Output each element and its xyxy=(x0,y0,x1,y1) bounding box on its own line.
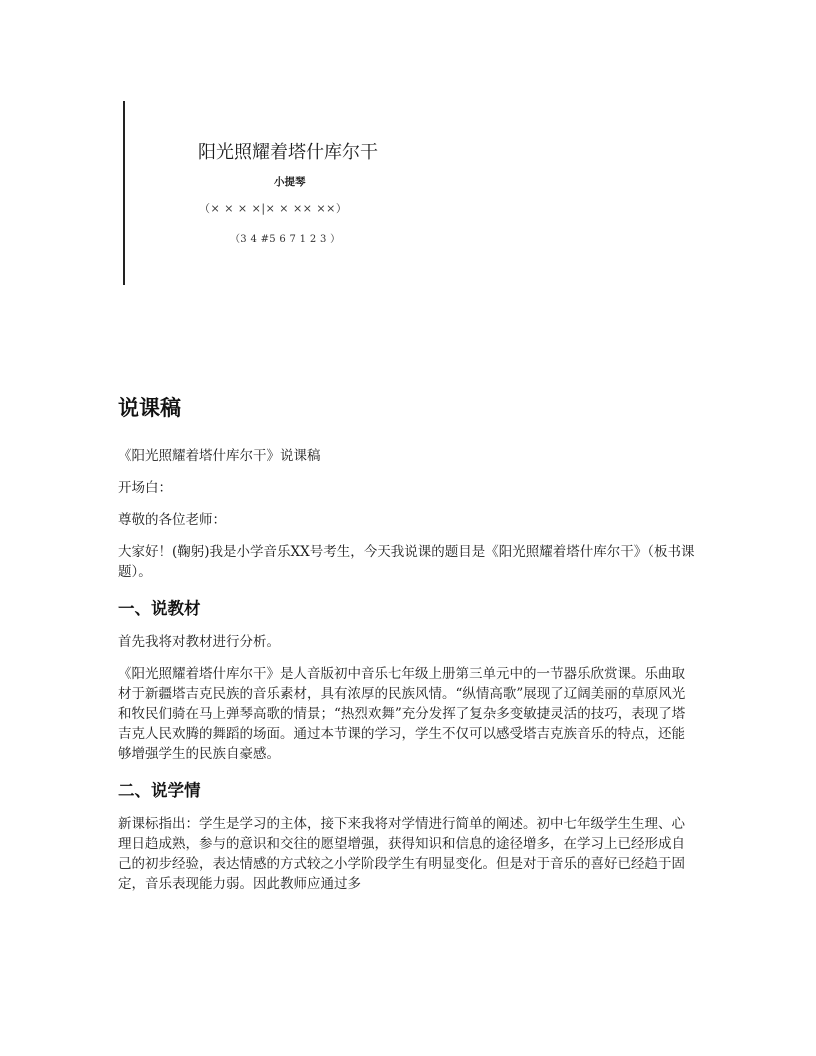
section-paragraph: 首先我将对教材进行分析。 xyxy=(118,634,280,650)
opening-label: 开场白： xyxy=(118,480,172,496)
board-instrument: 小提琴 xyxy=(274,176,306,188)
doc-subtitle: 《阳光照耀着塔什库尔干》说课稿 xyxy=(118,448,321,464)
board-title: 阳光照耀着塔什库尔干 xyxy=(198,142,378,163)
section-paragraph: 《阳光照耀着塔什库尔干》是人音版初中音乐七年级上册第三单元中的一节器乐欣赏课。乐曲取材于新疆塔吉克民族的音乐素材，具有浓厚的民族风情。“纵情高歌”展现了辽阔美丽的草原风光和牧民们骑在马上弹琴高歌的情景；“热烈欢舞”充分发挥了复杂多变敏捷灵活的技巧，表现了塔吉克人民欢腾的舞蹈的场面。通过本节课的学习，学生不仅可以感受塔吉克族音乐的特点，还能够增强学生的民族自豪感。 xyxy=(118,666,686,762)
blackboard-edge xyxy=(123,101,125,285)
greeting: 尊敬的各位老师： xyxy=(118,512,226,528)
document-body xyxy=(118,390,698,894)
section-paragraph: 新课标指出：学生是学习的主体，接下来我将对学情进行简单的阐述。初中七年级学生生理、心理日趋成熟，参与的意识和交往的愿望增强，获得知识和信息的途径增多，在学习上已经形成自己的初步经验，表达情感的方式较之小学阶段学生有明显变化。但是对于音乐的喜好已经趋于固定，音乐表现能力弱。因此教师应通过多 xyxy=(118,816,685,892)
board-rhythm: （× × × ×|× × ×× ××） xyxy=(199,202,348,215)
section-heading: 一、说教材 xyxy=(118,599,201,618)
intro-paragraph: 大家好！(鞠躬)我是小学音乐XX号考生，今天我说课的题目是《阳光照耀着塔什库尔干》（板书课题）。 xyxy=(118,544,695,580)
section-heading: 二、说学情 xyxy=(118,781,201,800)
doc-title: 说课稿 xyxy=(118,396,181,420)
board-notes: （3 4 #5 6 7 1 2 3 ） xyxy=(230,234,341,245)
